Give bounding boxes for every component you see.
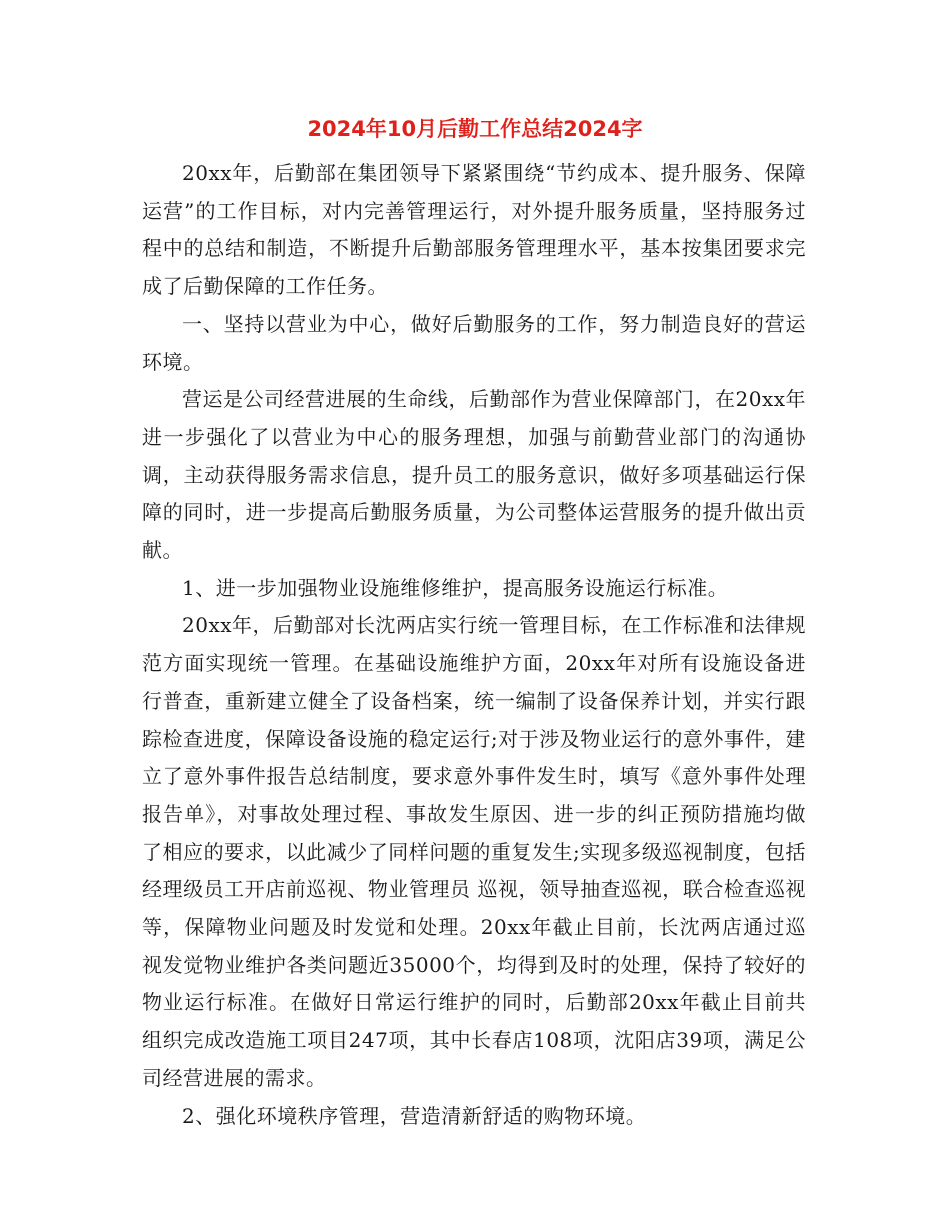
paragraph-intro: 20xx年，后勤部在集团领导下紧紧围绕“节约成本、提升服务、保障运营”的工作目标，对内完善管理运行，对外提升服务质量，坚持服务过程中的总结和制造，不断提升后勤部服务管理理水平，基本按集团要求完成了后勤保障的工作任务。 [142, 161, 806, 299]
paragraph-section-1-heading: 一、坚持以营业为中心，做好后勤服务的工作，努力制造良好的营运环境。 [142, 311, 806, 374]
document-title: 2024年10月后勤工作总结2024字 [307, 117, 643, 141]
paragraph-item-1-heading: 1、进一步加强物业设施维修维护，提高服务设施运行标准。 [182, 575, 729, 600]
document-body [142, 155, 806, 1135]
paragraph-maintenance-details: 20xx年，后勤部对长沈两店实行统一管理目标，在工作标准和法律规范方面实现统一管理。在基础设施维护方面，20xx年对所有设施设备进行普查，重新建立健全了设备档案，统一编制了设备保养计划，并实行跟踪检查进度，保障设备设施的稳定运行;对于涉及物业运行的意外事件，建立了意外事件报告总结制度，要求意外事件发生时，填写《意外事件处理报告单》，对事故处理过程、事故发生原因、进一步的纠正预防措施均做了相应的要求，以此减少了同样问题的重复发生;实现多级巡视制度，包括经理级员工开店前巡视、物业管理员 巡视，领导抽查巡视，联合检查巡视等，保障物业问题及时发觉和处理。20xx年截止目前，长沈两店通过巡视发觉物业维护各类问题近35000个，均得到及时的处理，保持了较好的物业运行标准。在做好日常运行维护的同时，后勤部20xx年截止目前共组织完成改造施工项目247项，其中长春店108项，沈阳店39项，满足公司经营进展的需求。 [142, 613, 807, 1090]
paragraph-item-2-heading: 2、强化环境秩序管理，营造清新舒适的购物环境。 [182, 1103, 647, 1128]
paragraph-operations: 营运是公司经营进展的生命线，后勤部作为营业保障部门，在20xx年进一步强化了以营业为中心的服务理想，加强与前勤营业部门的沟通协调，主动获得服务需求信息，提升员工的服务意识，做好多项基础运行保障的同时，进一步提高后勤服务质量，为公司整体运营服务的提升做出贡献。 [142, 387, 807, 563]
